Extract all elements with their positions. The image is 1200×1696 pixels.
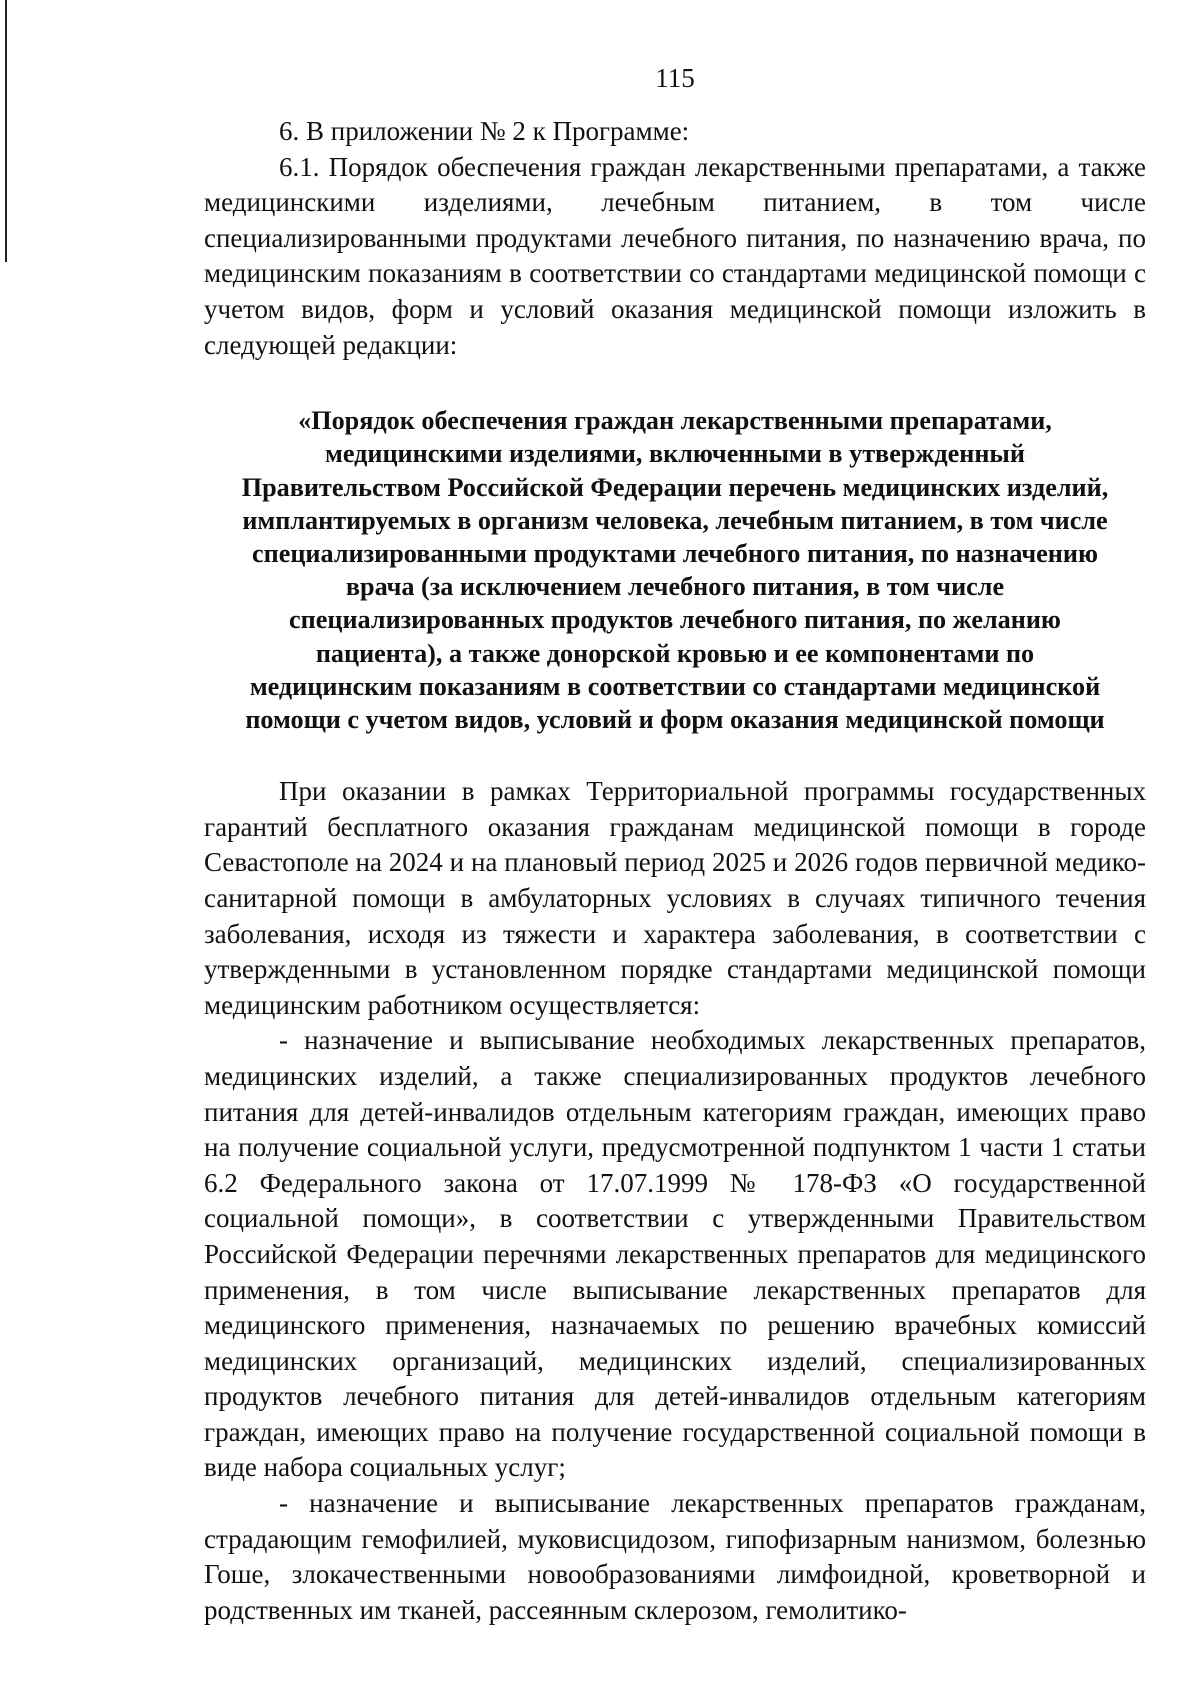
heading-line: специализированных продуктов лечебного питания, по желанию	[289, 605, 1061, 635]
body-paragraph-3: - назначение и выписывание лекарственных препаратов гражданам, страдающим гемофилией, муковисцидозом, гипофизарным нанизмом, болезнью Гоше, злокачественными новообразованиями лимфоидной, кроветворной и родственных им тканей, рассеянным склерозом, гемолитико-	[204, 1488, 1146, 1625]
heading-line: Правительством Российской Федерации перечень медицинских изделий,	[241, 472, 1109, 502]
body-paragraph-1: При оказании в рамках Территориальной программы государственных гарантий бесплатного оказания гражданам медицинской помощи в городе Севастополе на 2024 и на плановый период 2025 и 2026 годов первичной медико-санитарной помощи в амбулаторных условиях в случаях типичного течения заболевания, исходя из тяжести и характера заболевания, в соответствии с утвержденными в установленном порядке стандартами медицинской помощи медицинским работником осуществляется:	[204, 776, 1146, 1020]
heading-line: «Порядок обеспечения граждан лекарственными препаратами,	[298, 406, 1052, 436]
document-page	[204, 60, 1146, 1628]
heading-line: врача (за исключением лечебного питания, в том числе	[345, 572, 1005, 602]
page-number: 115	[655, 63, 695, 93]
body-paragraph-2: - назначение и выписывание необходимых лекарственных препаратов, медицинских изделий, а также специализированных продуктов лечебного питания для детей-инвалидов отдельным категориям граждан, имеющих право на получение социальной услуги, предусмотренной подпунктом 1 части 1 статьи 6.2 Федерального закона от 17.07.1999 № 178-ФЗ «О государственной социальной помощи», в соответствии с утвержденными Правительством Российской Федерации перечнями лекарственных препаратов для медицинского применения, в том числе выписывание лекарственных препаратов для медицинского применения, назначаемых по решению врачебных комиссий медицинских организаций, медицинских изделий, специализированных продуктов лечебного питания для детей-инвалидов отдельным категориям граждан, имеющих право на получение государственной социальной помощи в виде набора социальных услуг;	[204, 1025, 1146, 1483]
item-6-1-paragraph: 6.1. Порядок обеспечения граждан лекарственными препаратами, а также медицинскими изделиями, лечебным питанием, в том числе специализированными продуктами лечебного питания, по назначению врача, по медицинским показаниям в соответствии со стандартами медицинской помощи с учетом видов, форм и условий оказания медицинской помощи изложить в следующей редакции:	[204, 151, 1146, 360]
heading-line: специализированными продуктами лечебного питания, по назначению	[252, 538, 1098, 568]
item-6-paragraph: 6. В приложении № 2 к Программе:	[279, 116, 690, 146]
heading-line: пациента), а также донорской кровью и ее компонентами по	[315, 638, 1035, 668]
heading-line: медицинскими изделиями, включенными в утвержденный	[325, 439, 1025, 469]
heading-line: медицинским показаниям в соответствии со стандартами медицинской	[249, 671, 1101, 701]
scan-left-edge-line	[5, 0, 7, 262]
heading-line: имплантируемых в организм человека, лечебным питанием, в том числе	[242, 505, 1108, 535]
heading-line: помощи с учетом видов, условий и форм оказания медицинской помощи	[245, 704, 1105, 734]
section-heading	[194, 404, 1156, 736]
